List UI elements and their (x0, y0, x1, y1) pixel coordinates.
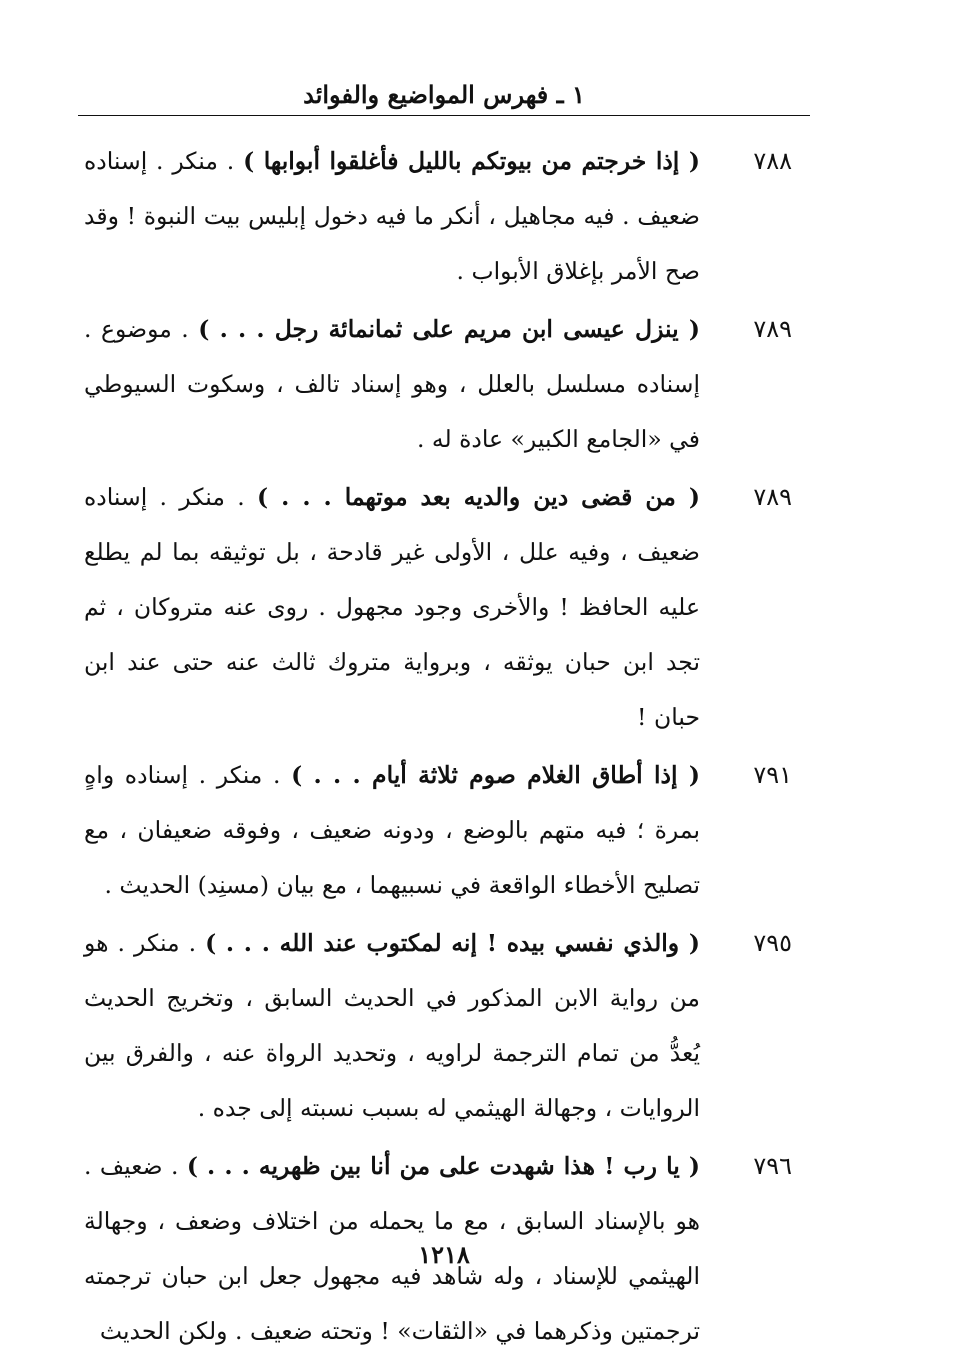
entry-text (84, 134, 700, 299)
page-number: ١٢١٨ (418, 1240, 470, 1269)
hadith-text: ( إذا أطاق الغلام صوم ثلاثة أيام . . . ) (291, 761, 700, 789)
entry-number: ٧٩٥ (753, 929, 792, 957)
entry-comment: . ضعيف . هو بالإسناد السابق ، مع ما يحمله من اختلاف وضعف ، وجهالة الهيثمي للإسناد ، وله شاهد فيه مجهول جعل ابن حبان ترجمته ترجمتين وذكرهما في «الثقات» ! وتحته ضعيف . ولكن الحديث (84, 1152, 700, 1345)
hadith-text: ( من قضى دين والديه بعد موتهما . . . ) (257, 483, 700, 511)
entry-text (84, 748, 700, 913)
entry-text (84, 470, 700, 745)
running-head: ١ ـ فهرس المواضيع والفوائد (303, 80, 585, 109)
index-entry (84, 302, 798, 467)
entry-number: ٧٨٨ (753, 147, 792, 175)
index-entry (84, 470, 798, 745)
entry-text (84, 302, 700, 467)
hadith-text: ( يا رب ! هذا شهدت على من أنا بين ظهريه . . . ) (186, 1152, 701, 1180)
hadith-text: ( ينزل عيسى ابن مريم على ثمانمائة رجل . . . ) (198, 315, 700, 343)
entry-comment: . منكر . هو من رواية الابن المذكور في الحديث السابق ، وتخريج الحديث يُعدُّ من تمام الترجمة لراويه ، وتحديد الرواة عنه ، والفرق بين الروايات ، وجهالة الهيثمي له بسبب نسبته إلى جده . (84, 929, 700, 1122)
entry-number: ٧٨٩ (753, 315, 792, 343)
index-entry (84, 134, 798, 299)
entry-number: ٧٩١ (753, 761, 792, 789)
entry-text (84, 916, 700, 1136)
entry-comment: . منكر . إسناده ضعيف . فيه مجاهيل ، أنكر ما فيه دخول إبليس بيت النبوة ! وقد صح الأمر بإغلاق الأبواب . (84, 147, 700, 285)
entry-comment: . منكر . إسناده واهٍ بمرة ؛ فيه متهم بالوضع ، ودونه ضعيف ، وفوقه ضعيفان ، مع تصليح الأخطاء الواقعة في نسبيهما ، مع بيان (مسنِد) الحديث . (84, 761, 700, 899)
header-rule (78, 115, 810, 116)
index-entry (84, 916, 798, 1136)
entry-number: ٧٩٦ (753, 1152, 792, 1180)
entry-comment: . موضوع . إسناده مسلسل بالعلل ، وهو إسناد تالف ، وسكوت السيوطي في «الجامع الكبير» عادة له . (84, 315, 700, 453)
index-entry (84, 748, 798, 913)
hadith-text: ( إذا خرجتم من بيوتكم بالليل فأغلقوا أبوابها ) (243, 147, 700, 175)
hadith-text: ( والذي نفسي بيده ! إنه لمكتوب عند الله . . . ) (205, 929, 700, 957)
entry-comment: . منكر . إسناده ضعيف ، وفيه علل ، الأولى غير قادحة ، بل توثيقه بما لم يطلع عليه الحافظ ! والأخرى وجود مجهول . روى عنه متروكان ، ثم تجد ابن حبان يوثقه ، وبرواية متروك ثالث عنه حتى عند ابن حبان ! (84, 483, 700, 731)
entry-number: ٧٨٩ (753, 483, 792, 511)
index-entries (84, 134, 798, 1362)
